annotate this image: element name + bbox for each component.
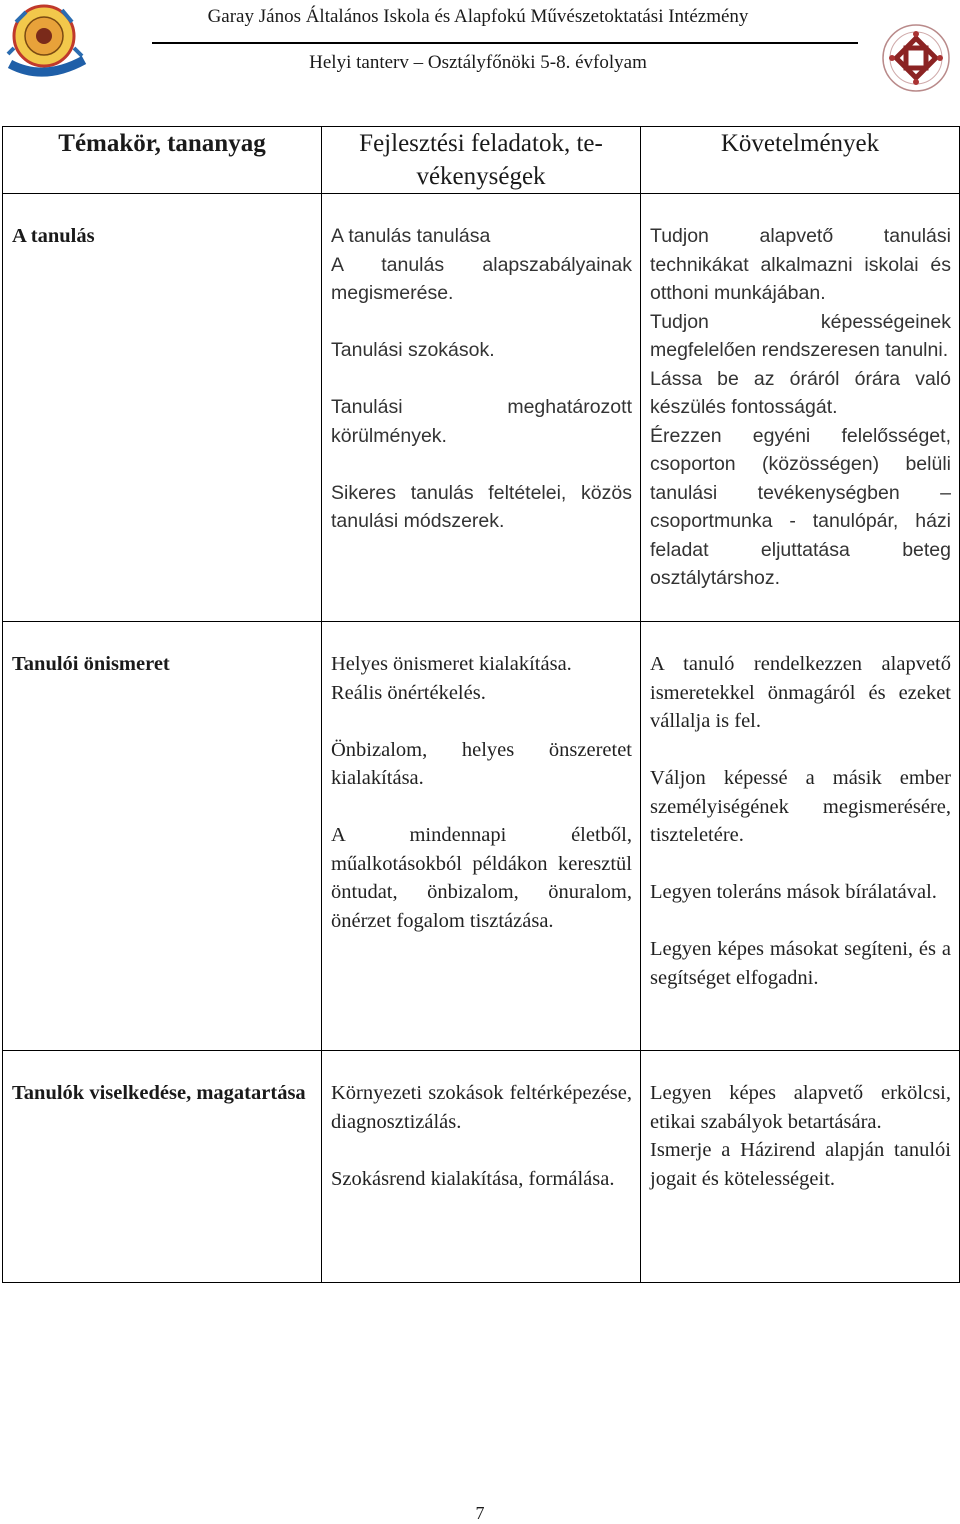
task-item: A tanulás tanulása	[331, 225, 491, 247]
tasks-cell	[322, 622, 641, 1051]
table-header-row	[3, 127, 960, 194]
page-number: 7	[475, 1503, 485, 1523]
topic-title: A tanulás	[12, 225, 95, 247]
task-item: A mindennapi életből, műalkotásokból példákon keresztül öntudat, önbizalom, önuralom, önérzet fogalom tisztázása.	[331, 824, 632, 932]
requirement-item: Legyen toleráns mások bírálatával.	[650, 881, 937, 903]
header-tasks-line2: vékenységek	[416, 163, 546, 190]
requirement-item: Tudjon alapvető tanulási technikákat alkalmazni iskolai és otthoni munkájában.	[650, 225, 951, 304]
header-tasks-line1: Fejlesztési feladatok, te-	[359, 130, 603, 157]
topic-cell	[3, 194, 322, 622]
curriculum-table	[2, 126, 960, 1283]
requirements-cell	[641, 194, 960, 622]
task-item: A tanulás alapszabályainak megismerése.	[331, 253, 632, 304]
task-item: Önbizalom, helyes önszeretet kialakítása.	[331, 738, 632, 789]
tasks-cell	[322, 194, 641, 622]
topic-cell	[3, 1051, 322, 1283]
topic-title: Tanulói önismeret	[12, 653, 170, 675]
requirements-cell	[641, 1051, 960, 1283]
tasks-cell	[322, 1051, 641, 1283]
requirement-item: Tudjon képességeinek megfelelően rendszeresen tanulni.	[650, 310, 951, 361]
topic-cell	[3, 622, 322, 1051]
task-item: Reális önértékelés.	[331, 681, 486, 704]
requirement-item: Ismerje a Házirend alapján tanulói jogait és kötelességeit.	[650, 1139, 951, 1190]
requirement-item: Legyen képes másokat segíteni, és a segítséget elfogadni.	[650, 938, 951, 989]
table-row	[3, 1051, 960, 1283]
task-item: Tanulási meghatározott körülmények.	[331, 396, 632, 447]
task-item: Tanulási szokások.	[331, 339, 495, 361]
requirements-cell	[641, 622, 960, 1051]
header-requirements: Követelmények	[641, 127, 960, 194]
task-item: Helyes önismeret kialakítása.	[331, 653, 572, 675]
requirement-item: Érezzen egyéni felelősséget, csoporton (közösségen) belüli tanulási tevékenységben – csoportmunka - tanulópár, házi feladat eljuttatása beteg osztálytárshoz.	[650, 424, 951, 589]
header-topic: Témakör, tananyag	[3, 127, 322, 194]
school-crest-icon	[4, 2, 92, 80]
task-item: Szokásrend kialakítása, formálása.	[331, 1167, 615, 1190]
requirement-item: Váljon képessé a másik ember személyiségének megismerésére, tiszteletére.	[650, 767, 951, 846]
table-row	[3, 622, 960, 1051]
school-name: Garay János Általános Iskola és Alapfokú Művészetoktatási Intézmény	[207, 6, 749, 27]
task-item: Sikeres tanulás feltételei, közös tanulási módszerek.	[331, 481, 632, 532]
header-divider	[152, 42, 858, 44]
requirement-item: A tanuló rendelkezzen alapvető ismeretekkel önmagáról és ezeket vállalja is fel.	[650, 653, 951, 732]
table-row	[3, 194, 960, 622]
requirement-item: Legyen képes alapvető erkölcsi, etikai szabályok betartására.	[650, 1082, 951, 1133]
requirement-item: Lássa be az óráról órára való készülés fontosságát.	[650, 367, 951, 418]
knot-seal-icon	[880, 18, 952, 96]
header-tasks	[322, 127, 641, 194]
topic-title: Tanulók viselkedése, magatartása	[12, 1082, 306, 1104]
document-subtitle: Helyi tanterv – Osztályfőnöki 5-8. évfolyam	[309, 52, 647, 73]
task-item: Környezeti szokások feltérképezése, diagnosztizálás.	[331, 1082, 632, 1133]
